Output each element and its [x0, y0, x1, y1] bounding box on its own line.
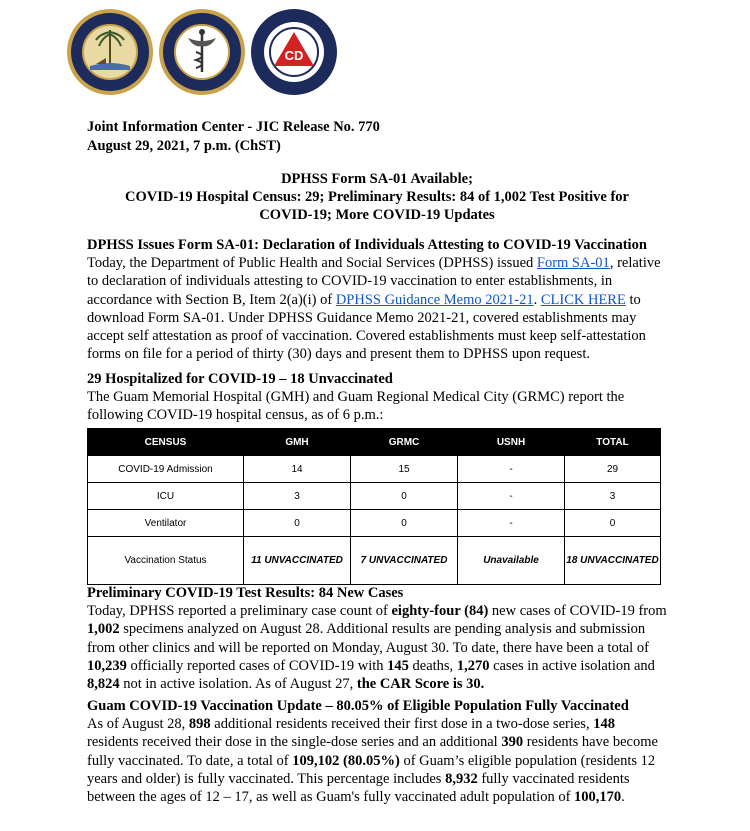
header-grmc: GRMC	[351, 429, 458, 456]
prelim-bold: 10,239	[87, 657, 127, 674]
vacc-bold: 100,170	[574, 789, 622, 806]
headline-line-2: COVID-19 Hospital Census: 29; Preliminary Results: 84 of 1,002 Test Positive for	[125, 189, 629, 205]
prelim-bold: eighty-four (84)	[391, 603, 489, 620]
prelim-text: specimens analyzed on August 28. Additional results are pending analysis and submission from other clinics and will be reported on Monday, August 30. To date, there have been a total of	[87, 621, 649, 656]
cell-grmc: 0	[351, 510, 458, 537]
prelim-bold: 1,270	[456, 657, 490, 674]
sa01-section	[87, 236, 667, 363]
cell-total: 0	[565, 510, 661, 537]
public-health-social-services-logo	[158, 8, 246, 96]
prelim-bold: 145	[387, 657, 409, 674]
vacc-text: fully vaccinated residents between the ages of 12 – 17, as well as Guam's fully vaccinated adult population of	[87, 770, 630, 806]
sa01-heading: DPHSS Issues Form SA-01: Declaration of Individuals Attesting to COVID-19 Vaccination	[87, 237, 647, 253]
table-row	[88, 456, 661, 483]
census-header-row	[88, 429, 661, 456]
prelim-bold: 8,824	[87, 676, 120, 693]
prelim-text: officially reported cases of COVID-19 with	[126, 657, 388, 674]
vacc-bold: 109,102 (80.05%)	[292, 752, 400, 769]
vaccination-section	[87, 697, 667, 806]
cell-gmh: 0	[244, 510, 351, 537]
header-gmh: GMH	[244, 429, 351, 456]
header-census: CENSUS	[88, 429, 244, 456]
sa01-text-1: Today, the Department of Public Health and Social Services (DPHSS) issued	[87, 255, 537, 272]
vacc-bold: 148	[593, 716, 615, 733]
sa01-body	[87, 254, 667, 363]
office-of-civil-defense-logo	[250, 8, 338, 96]
preliminary-results-section	[87, 584, 667, 693]
preliminary-heading: Preliminary COVID-19 Test Results: 84 New Cases	[87, 585, 404, 601]
cell-usnh: -	[458, 483, 565, 510]
prelim-bold: the CAR Score is 30.	[356, 676, 485, 693]
vacc-bold: 898	[188, 716, 211, 733]
cell-total: 29	[565, 456, 661, 483]
cell-total: 18 UNVACCINATED	[565, 537, 661, 585]
table-row	[88, 510, 661, 537]
cell-grmc: 7 UNVACCINATED	[351, 537, 458, 585]
vacc-bold: 8,932	[445, 770, 478, 787]
prelim-text: new cases of COVID-19 from	[488, 603, 667, 620]
release-header	[87, 118, 667, 156]
hospital-census-table	[87, 428, 661, 585]
cell-gmh: 3	[244, 483, 351, 510]
cell-gmh: 11 UNVACCINATED	[244, 537, 351, 585]
headline-line-3: COVID-19; More COVID-19 Updates	[259, 207, 495, 223]
preliminary-body	[87, 602, 667, 693]
prelim-text: deaths,	[408, 657, 457, 674]
header-total: TOTAL	[565, 429, 661, 456]
sa01-text-3: .	[533, 291, 541, 308]
vacc-text: As of August 28,	[87, 716, 189, 733]
cell-usnh: -	[458, 456, 565, 483]
row-label: COVID-19 Admission	[88, 456, 244, 483]
release-headline	[87, 170, 667, 224]
click-here-link[interactable]: CLICK HERE	[540, 291, 626, 308]
sa01-text-2: , relative to declaration of individuals attesting to COVID-19 vaccination to enter establishments, in accordance with Section B, Item 2(a)(i) of	[87, 255, 661, 308]
governors-seal-logo	[66, 8, 154, 96]
prelim-bold: 1,002	[87, 621, 120, 638]
vacc-text: residents have become fully vaccinated. To date, a total of	[87, 734, 658, 769]
row-label: Vaccination Status	[88, 537, 244, 585]
prelim-text: not in active isolation. As of August 27,	[119, 676, 357, 693]
prelim-text: cases in active isolation and	[489, 657, 655, 674]
vaccination-heading: Guam COVID-19 Vaccination Update – 80.05% of Eligible Population Fully Vaccinated	[87, 698, 629, 714]
row-label: ICU	[88, 483, 244, 510]
headline-line-1: DPHSS Form SA-01 Available;	[281, 171, 473, 187]
release-date: August 29, 2021, 7 p.m. (ChST)	[87, 138, 281, 154]
prelim-text: Today, DPHSS reported a preliminary case count of	[87, 603, 392, 620]
guidance-memo-link[interactable]: DPHSS Guidance Memo 2021-21	[335, 291, 534, 308]
vacc-text: residents received their dose in the single-dose series and an additional	[87, 734, 502, 751]
form-sa01-link[interactable]: Form SA-01	[536, 255, 610, 272]
cell-usnh: Unavailable	[458, 537, 565, 585]
row-label: Ventilator	[88, 510, 244, 537]
table-row	[88, 483, 661, 510]
hospital-section	[87, 370, 667, 425]
sa01-text-4: to download Form SA-01. Under DPHSS Guidance Memo 2021-21, covered establishments may accept self attestation as proof of vaccination. Covered establishments must keep self-attestation forms on file for a period of thirty (30) days and present them to DPHSS upon request.	[87, 291, 646, 363]
cell-usnh: -	[458, 510, 565, 537]
vaccination-body	[87, 715, 667, 806]
vacc-text: additional residents received their first dose in a two-dose series,	[210, 716, 594, 733]
vacc-text: .	[621, 789, 625, 806]
vacc-text: of Guam’s eligible population (residents 12 years and older) is fully vaccinated. This percentage includes	[87, 752, 656, 787]
civil-defense-monogram: CD	[284, 48, 304, 63]
vacc-bold: 390	[501, 734, 524, 751]
release-number: Joint Information Center - JIC Release No. 770	[87, 119, 380, 135]
cell-grmc: 0	[351, 483, 458, 510]
hospital-body: The Guam Memorial Hospital (GMH) and Guam Regional Medical City (GRMC) report the following COVID-19 hospital census, as of 6 p.m.:	[87, 389, 625, 424]
table-row	[88, 537, 661, 585]
header-usnh: USNH	[458, 429, 565, 456]
cell-total: 3	[565, 483, 661, 510]
cell-gmh: 14	[244, 456, 351, 483]
cell-grmc: 15	[351, 456, 458, 483]
hospital-heading: 29 Hospitalized for COVID-19 – 18 Unvaccinated	[87, 371, 393, 387]
